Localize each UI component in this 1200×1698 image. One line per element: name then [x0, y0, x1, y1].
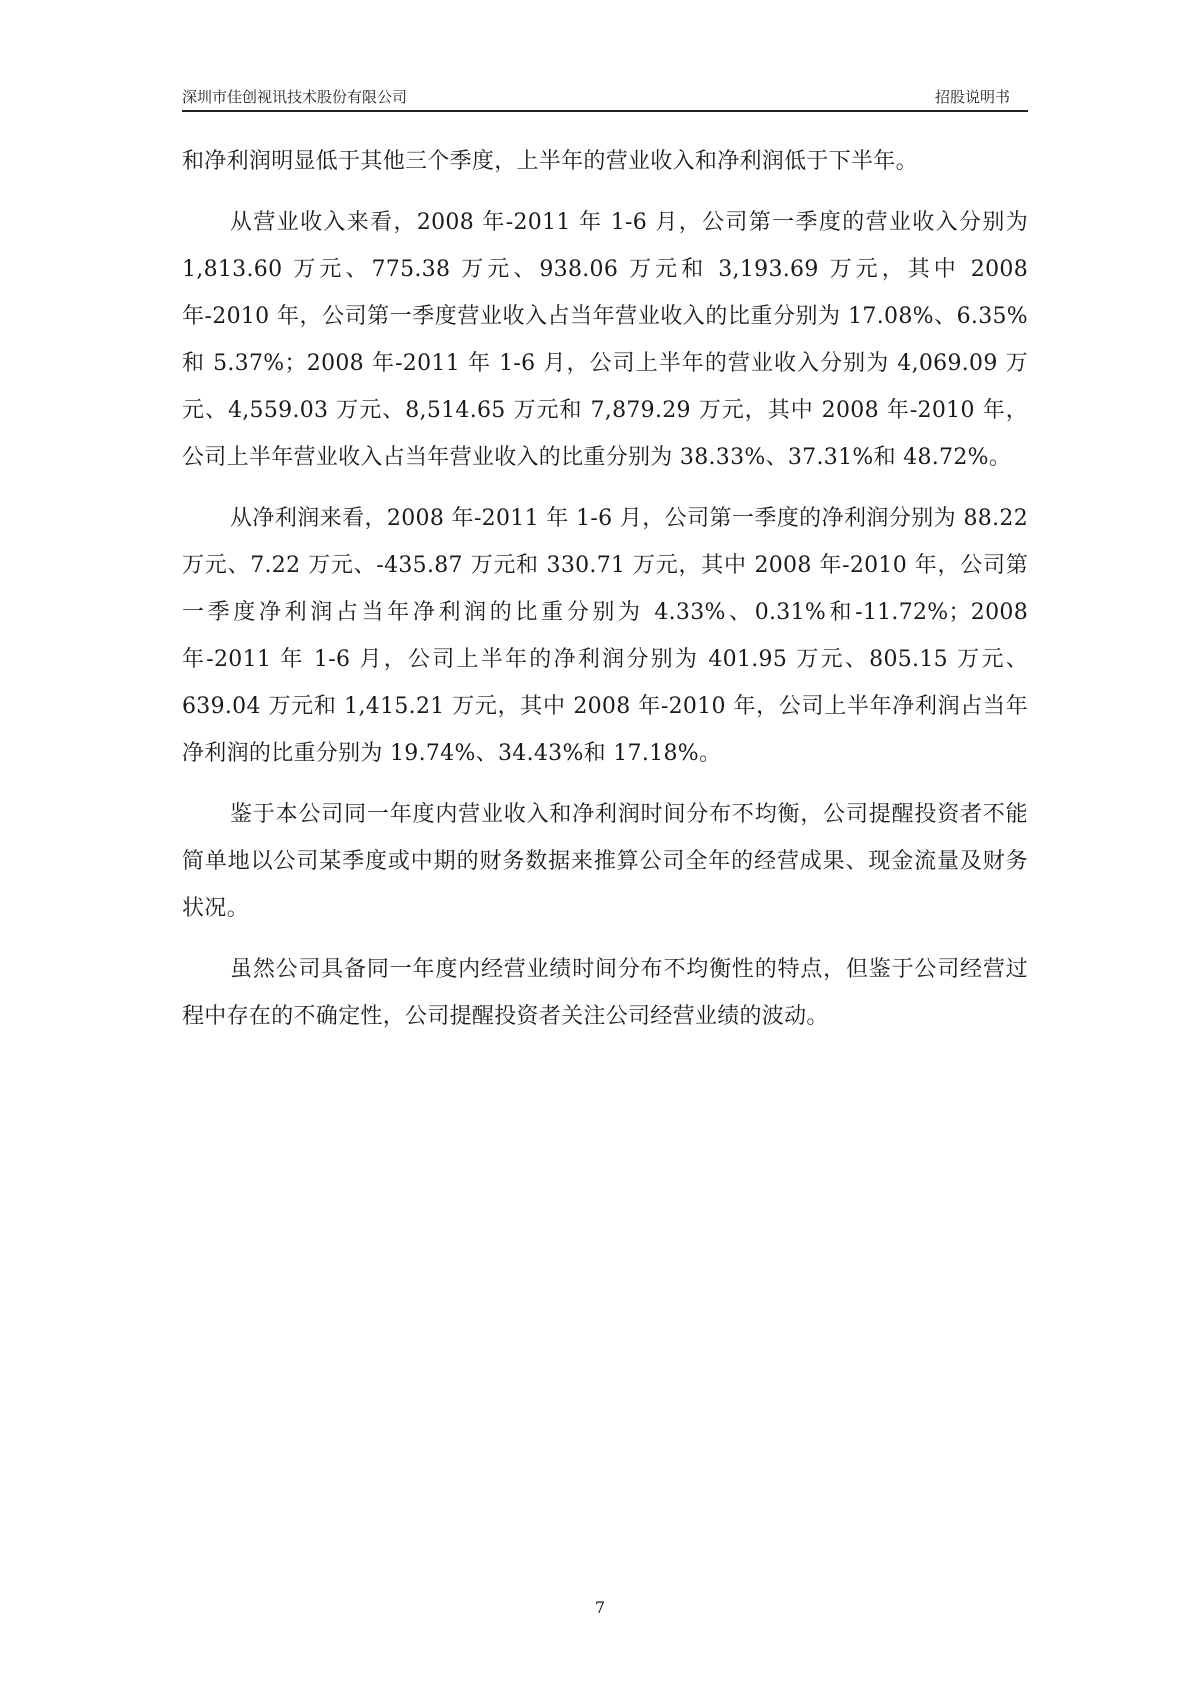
paragraph-net-profit: 从净利润来看，2008 年-2011 年 1-6 月，公司第一季度的净利润分别为 88.22 万元、7.22 万元、-435.87 万元和 330.71 万元，其中 2008 年-2010 年，公司第一季度净利润占当年净利润的比重分别为 4.33%、0.31%和-11.72%；2008 年-2011 年 1-6 月，公司上半年的净利润分别为 401.95 万元、805.15 万元、639.04 万元和 1,415.21 万元，其中 2008 年-2010 年，公司上半年净利润占当年净利润的比重分别为 19.74%、34.43%和 17.18%。: [182, 506, 1028, 766]
page-header: [182, 84, 1028, 112]
paragraph-volatility-notice: 虽然公司具备同一年度内经营业绩时间分布不均衡性的特点，但鉴于公司经营过程中存在的不确定性，公司提醒投资者关注公司经营业绩的波动。: [182, 957, 1028, 1029]
paragraph-revenue: 从营业收入来看，2008 年-2011 年 1-6 月，公司第一季度的营业收入分别为 1,813.60 万元、775.38 万元、938.06 万元和 3,193.69 万元，其中 2008 年-2010 年，公司第一季度营业收入占当年营业收入的比重分别为 17.08%、6.35%和 5.37%；2008 年-2011 年 1-6 月，公司上半年的营业收入分别为 4,069.09 万元、4,559.03 万元、8,514.65 万元和 7,879.29 万元，其中 2008 年-2010 年，公司上半年营业收入占当年营业收入的比重分别为 38.33%、37.31%和 48.72%。: [182, 210, 1028, 470]
page-number: 7: [594, 1598, 606, 1617]
body-content: [182, 138, 1028, 1054]
paragraph-continuation: 和净利润明显低于其他三个季度，上半年的营业收入和净利润低于下半年。: [182, 149, 918, 174]
paragraph-investor-reminder: 鉴于本公司同一年度内营业收入和净利润时间分布不均衡，公司提醒投资者不能简单地以公司某季度或中期的财务数据来推算公司全年的经营成果、现金流量及财务状况。: [182, 802, 1028, 921]
header-document-type: 招股说明书: [934, 88, 1010, 106]
header-company-name: 深圳市佳创视讯技术股份有限公司: [182, 88, 408, 106]
